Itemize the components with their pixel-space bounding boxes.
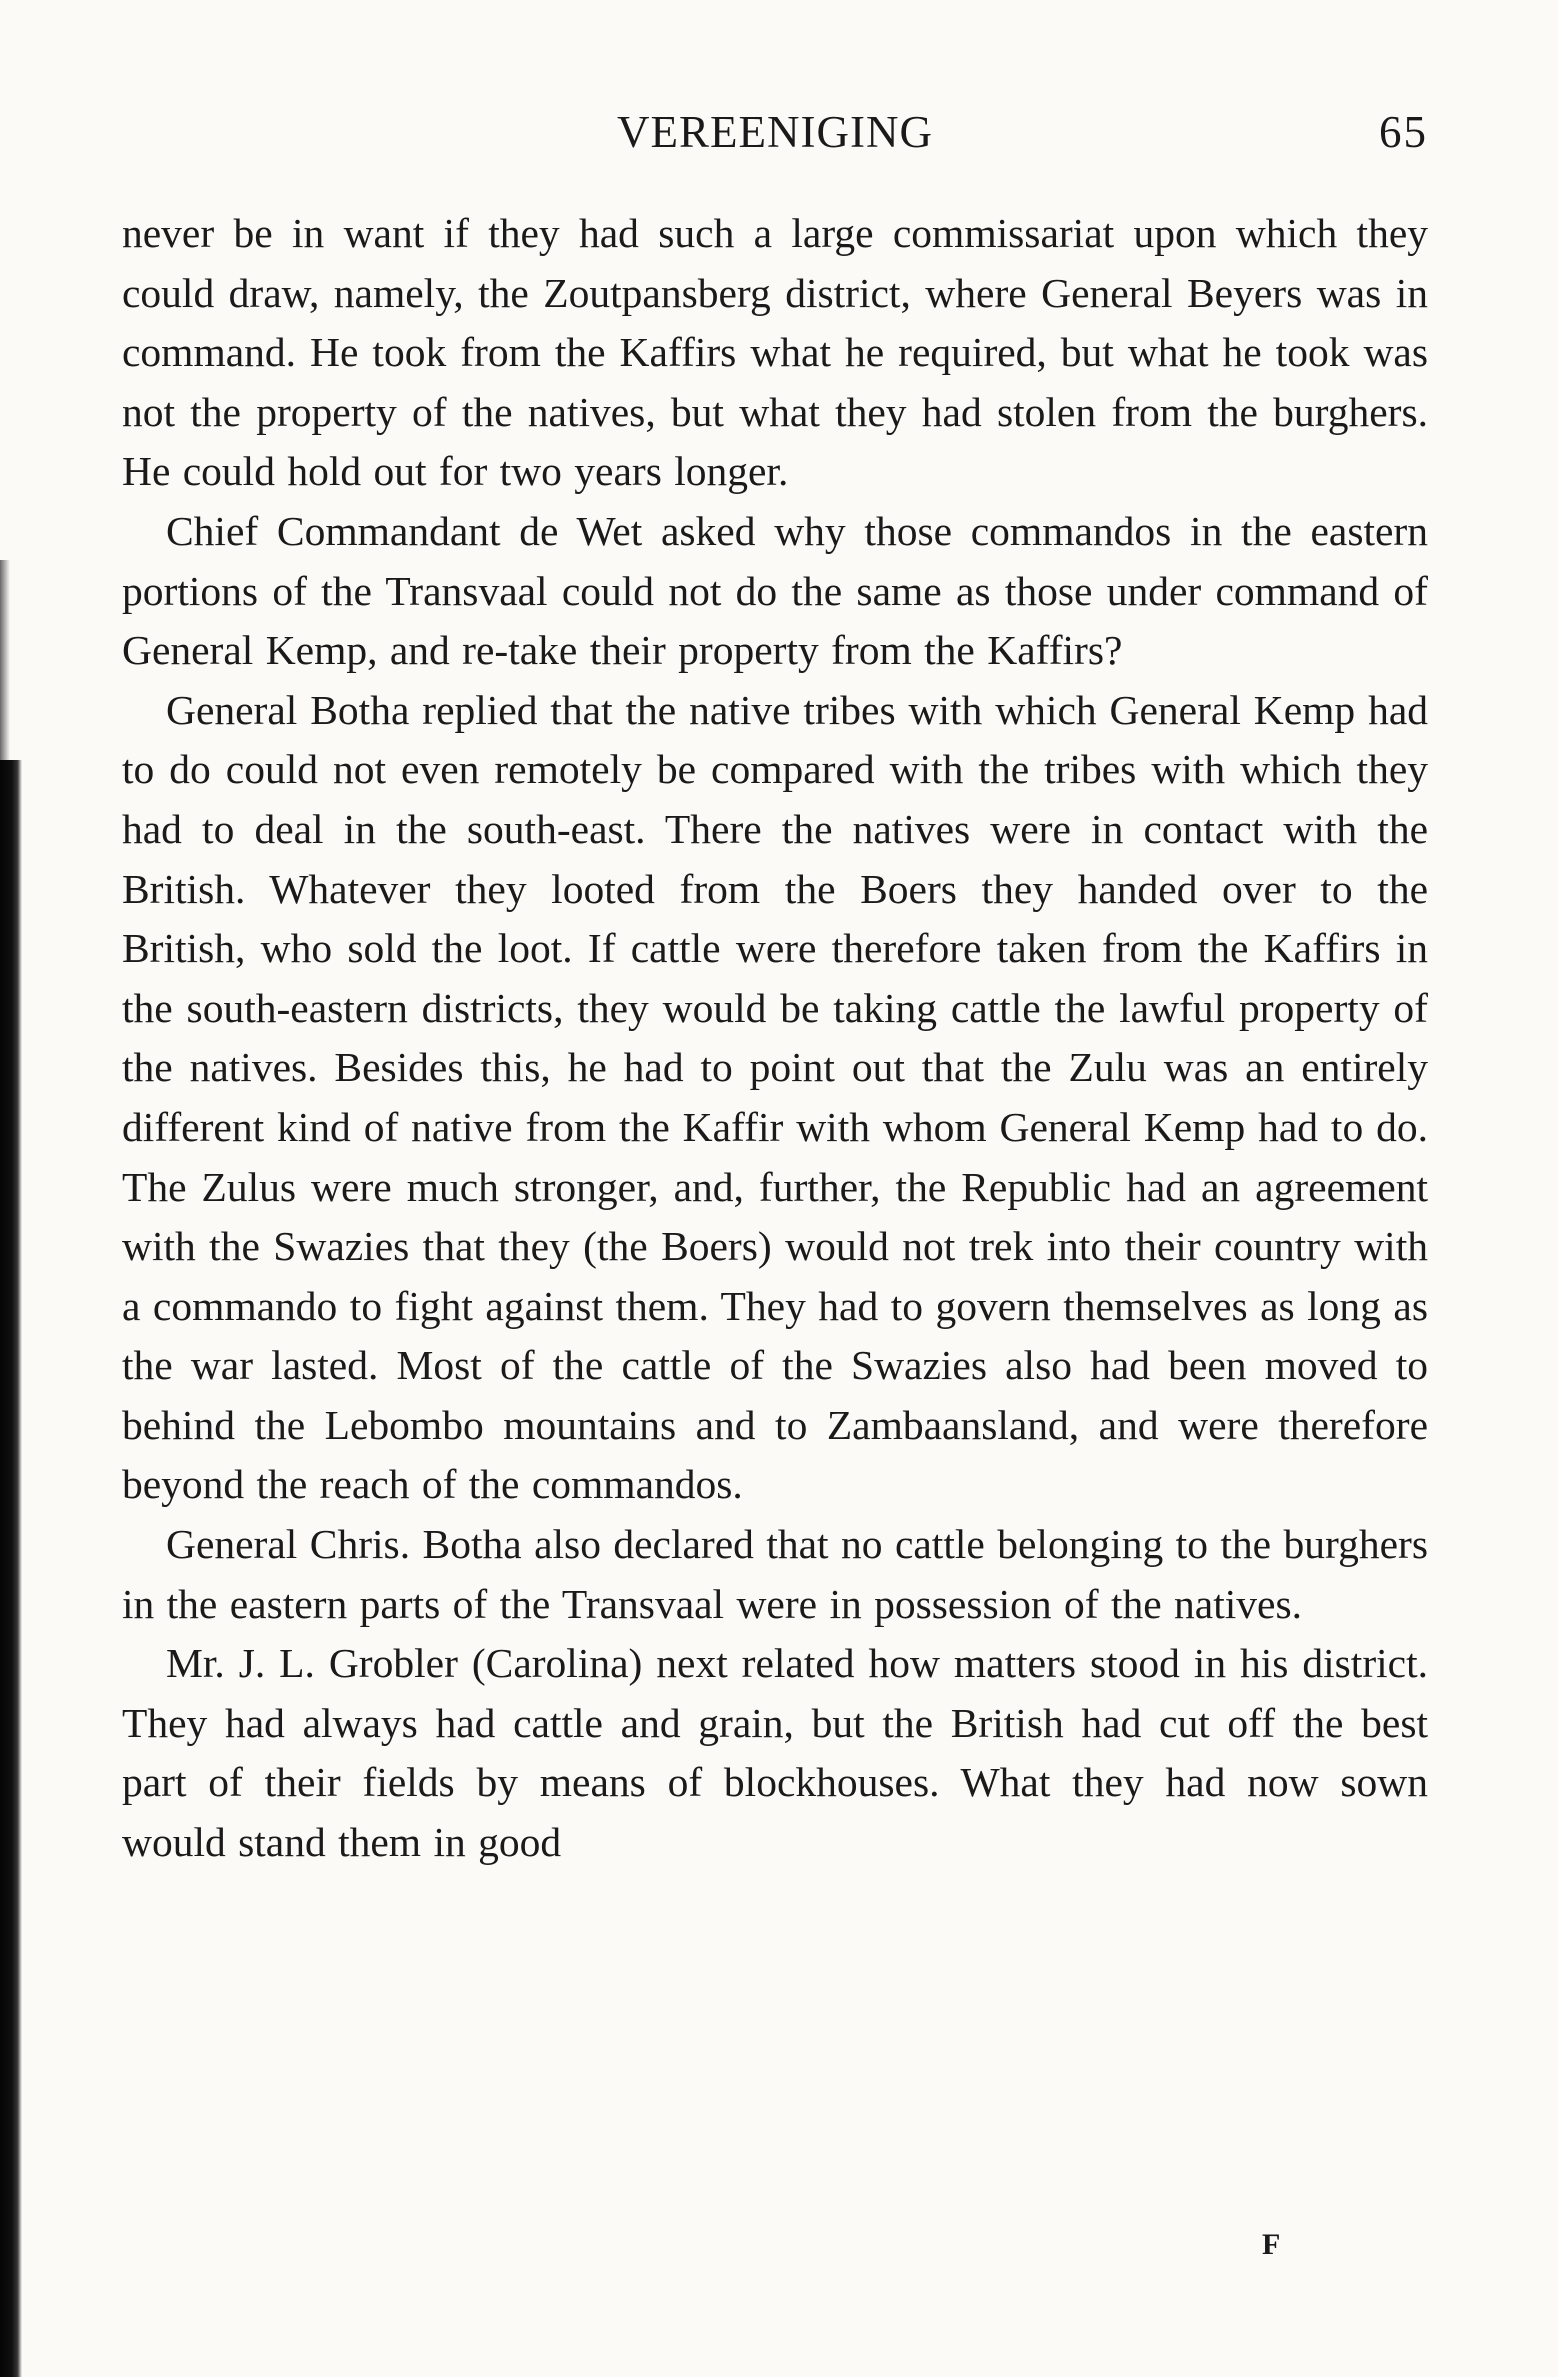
binding-edge [0,760,22,2377]
paragraph-continued: never be in want if they had such a large commissariat upon which they could draw, namely, the Zoutpansberg district, where General Beyers was in command. He took from the Kaffirs what he required, but what he took was not the property of the natives, but what they had stolen from the burghers. He could hold out for two years longer. [122,210,1428,495]
binding-shadow [0,560,10,780]
paragraph-botha-reply: General Botha replied that the native tribes with which General Kemp had to do could not even remotely be compared with the tribes with which they had to deal in the south-east. There the natives were in contact with the British. Whatever they looted from the Boers they handed over to the British, who sold the loot. If cattle were therefore taken from the Kaffirs in the south-eastern districts, they would be taking cattle the lawful property of the natives. Besides this, he had to point out that the Zulu was an entirely different kind of native from the Kaffir with whom General Kemp had to do. The Zulus were much stronger, and, further, the Republic had an agreement with the Swazies that they (the Boers) would not trek into their country with a commando to fight against them. They had to govern themselves as long as the war lasted. Most of the cattle of the Swazies also had been moved to behind the Lebombo mountains and to Zambaansland, and were therefore beyond the reach of the commandos. [122,686,1428,1508]
paragraph-grobler: Mr. J. L. Grobler (Carolina) next related how matters stood in his district. They had always had cattle and grain, but the British had cut off the best part of their fields by means of blockhouses. What they had now sown would stand them in good [122,1640,1428,1866]
paragraph-de-wet: Chief Commandant de Wet asked why those commandos in the eastern portions of the Transvaal could not do the same as those under command of General Kemp, and re-take their property from the Kaffirs? [122,507,1428,674]
page-number: 65 [1379,107,1428,157]
paragraph-chris-botha: General Chris. Botha also declared that no cattle belonging to the burghers in the eastern parts of the Transvaal were in possession of the natives. [122,1521,1428,1627]
body-text [122,204,1428,1873]
signature-mark: F [1262,2228,1282,2261]
running-head [122,106,1428,166]
page-title: VEREENIGING [617,107,933,157]
